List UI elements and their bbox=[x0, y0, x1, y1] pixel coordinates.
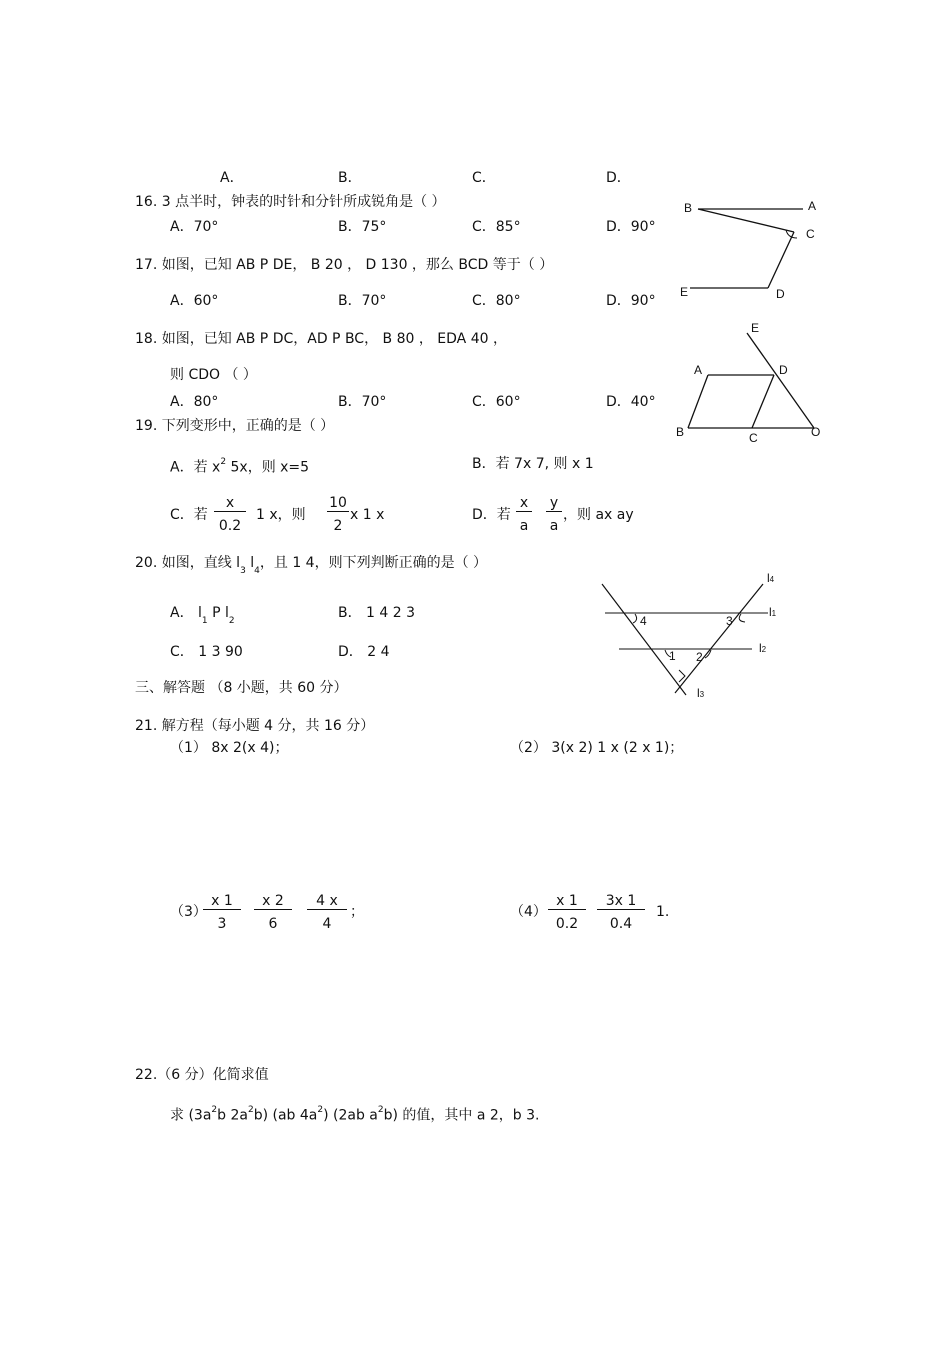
q19-c-end: x 1 x bbox=[350, 507, 385, 523]
fig20-angle-4: 4 bbox=[640, 614, 647, 628]
q19-d-prefix: D．若 bbox=[472, 507, 511, 523]
q22-expr-a: 求 (3a bbox=[170, 1107, 212, 1124]
q20-sub-3: 3 bbox=[240, 565, 246, 576]
q21-p3-frac3-den: 4 bbox=[322, 916, 332, 932]
q21-p3-frac3-num: 4 x bbox=[307, 893, 347, 910]
fig20-angle-3: 3 bbox=[726, 614, 733, 628]
q21-p3-fraction2 bbox=[254, 893, 292, 932]
q19-c-frac2-den: 2 bbox=[333, 518, 343, 534]
q22-exp-1: 2 bbox=[211, 1105, 218, 1115]
q19-d-frac2-num: y bbox=[546, 495, 562, 512]
q21-p3-fraction3 bbox=[307, 893, 347, 932]
q19-d-fraction2 bbox=[546, 495, 562, 534]
fig17-label-d: D bbox=[776, 287, 785, 301]
q21-p3-fraction1 bbox=[203, 893, 241, 932]
q18-stem: 18. 如图，已知 AB P DC，AD P BC， B 80 ， EDA 40 ， bbox=[135, 331, 507, 347]
q19-c-fraction1 bbox=[214, 495, 246, 534]
q17-option-d: D．90° bbox=[606, 293, 656, 309]
q20-a-prefix: A． l bbox=[170, 605, 202, 621]
q21-p4-frac1-den: 0.2 bbox=[555, 916, 579, 932]
q17-option-a: A．60° bbox=[170, 293, 219, 309]
q20-sub-4: 4 bbox=[254, 565, 260, 576]
q17-stem: 17. 如图，已知 AB P DE， B 20 ， D 130 ，那么 BCD 等于（ ） bbox=[135, 257, 554, 273]
q20-option-a bbox=[170, 605, 235, 627]
q19-c-middle: 1 x，则 bbox=[256, 507, 306, 523]
q22-expr-c: b) (ab 4a bbox=[253, 1107, 318, 1124]
q19-c-frac1-num: x bbox=[214, 495, 246, 512]
q21-part4-label: （4） bbox=[510, 904, 547, 920]
q22-exp-3: 2 bbox=[317, 1105, 324, 1115]
fig20-label-l1: l1 bbox=[769, 605, 777, 619]
q21-p4-fraction2 bbox=[597, 893, 645, 932]
q17-option-c: C．80° bbox=[472, 293, 521, 309]
q18-option-d: D．40° bbox=[606, 394, 656, 410]
q20-stem-a: 20. 如图，直线 l bbox=[135, 555, 241, 571]
fig20-label-l2: l2 bbox=[759, 641, 767, 655]
fig17-label-a: A bbox=[808, 199, 817, 213]
q21-p4-end: 1. bbox=[656, 904, 670, 920]
section-3-heading: 三、解答题 （8 小题，共 60 分） bbox=[135, 680, 348, 696]
q19-d-frac2-den: a bbox=[549, 518, 559, 534]
q21-p3-frac1-num: x 1 bbox=[203, 893, 241, 910]
fig17-label-c: C bbox=[806, 227, 815, 241]
figure-q20 bbox=[595, 570, 795, 705]
q18-option-c: C．60° bbox=[472, 394, 521, 410]
fig20-angle-2: 2 bbox=[696, 650, 703, 664]
q19-c-prefix: C．若 bbox=[170, 507, 208, 523]
q20-stem bbox=[135, 555, 487, 577]
q21-p4-frac2-den: 0.4 bbox=[609, 916, 633, 932]
fig18-label-o: O bbox=[811, 425, 821, 439]
q22-expr-e: b) 的值，其中 a 2，b 3. bbox=[383, 1107, 540, 1124]
fig20-angle-1: 1 bbox=[669, 649, 676, 663]
q17-option-b: B．70° bbox=[338, 293, 387, 309]
q19-a-suffix: 5x，则 x=5 bbox=[226, 459, 310, 476]
q19-a-prefix: A．若 x bbox=[170, 459, 221, 476]
q15-option-c: C． bbox=[472, 170, 496, 186]
q18-stem-line2: 则 CDO （ ） bbox=[170, 367, 257, 383]
fig20-label-l3: l3 bbox=[697, 686, 705, 700]
q16-option-b: B．75° bbox=[338, 219, 387, 235]
q20-option-c: C． 1 3 90 bbox=[170, 644, 243, 660]
q16-option-a: A．70° bbox=[170, 219, 219, 235]
fig20-label-l4: l4 bbox=[767, 571, 775, 585]
q21-part3-label: （3） bbox=[170, 904, 207, 920]
q19-stem: 19. 下列变形中，正确的是（ ） bbox=[135, 418, 335, 434]
q18-option-a: A．80° bbox=[170, 394, 219, 410]
q22-expression bbox=[170, 1104, 540, 1124]
fig18-label-a: A bbox=[694, 363, 703, 377]
q19-option-b: B．若 7x 7, 则 x 1 bbox=[472, 456, 594, 472]
fig18-label-d: D bbox=[779, 363, 788, 377]
q21-p4-frac2-num: 3x 1 bbox=[597, 893, 645, 910]
q20-stem-b: l bbox=[245, 555, 255, 571]
q22-expr-d: ) (2ab a bbox=[323, 1107, 378, 1124]
fig18-label-b: B bbox=[676, 425, 685, 439]
q19-c-frac1-den: 0.2 bbox=[218, 518, 242, 534]
q15-option-a: A． bbox=[220, 170, 244, 186]
q16-option-d: D．90° bbox=[606, 219, 656, 235]
q19-d-frac1-den: a bbox=[519, 518, 529, 534]
q20-a-sub1: 1 bbox=[201, 615, 208, 626]
q21-part1: （1） 8x 2(x 4)； bbox=[170, 740, 289, 756]
q21-p4-frac1-num: x 1 bbox=[548, 893, 586, 910]
q21-p3-frac2-num: x 2 bbox=[254, 893, 292, 910]
q20-stem-c: ，且 1 4，则下列判断正确的是（ ） bbox=[259, 555, 488, 571]
q19-option-a bbox=[170, 456, 309, 476]
q21-p3-end: ； bbox=[350, 904, 364, 920]
q21-p3-frac2-den: 6 bbox=[268, 916, 278, 932]
q16-stem: 16. 3 点半时，钟表的时针和分针所成锐角是（ ） bbox=[135, 194, 446, 210]
q19-c-frac2-num: 10 bbox=[327, 495, 349, 512]
q21-part2: （2） 3(x 2) 1 x (2 x 1)； bbox=[510, 740, 684, 756]
q19-d-frac1-num: x bbox=[516, 495, 532, 512]
q21-p4-fraction1 bbox=[548, 893, 586, 932]
fig18-label-c: C bbox=[749, 431, 758, 445]
q19-d-fraction1 bbox=[516, 495, 532, 534]
q20-option-b: B． 1 4 2 3 bbox=[338, 605, 416, 621]
q21-stem: 21. 解方程（每小题 4 分，共 16 分） bbox=[135, 718, 375, 734]
fig17-label-b: B bbox=[684, 201, 693, 215]
q22-expr-b: b 2a bbox=[217, 1107, 248, 1124]
fig18-label-e: E bbox=[751, 321, 760, 335]
q19-d-end: ，则 ax ay bbox=[563, 507, 634, 523]
q20-option-d: D． 2 4 bbox=[338, 644, 390, 660]
figure-q17 bbox=[670, 190, 830, 310]
q22-stem: 22.（6 分）化简求值 bbox=[135, 1067, 269, 1083]
q18-option-b: B．70° bbox=[338, 394, 387, 410]
q20-a-mid: P l bbox=[207, 605, 229, 621]
q22-exp-4: 2 bbox=[377, 1105, 384, 1115]
q19-a-exponent: 2 bbox=[220, 457, 227, 467]
q21-p3-frac1-den: 3 bbox=[217, 916, 227, 932]
q15-option-d: D． bbox=[606, 170, 631, 186]
q16-option-c: C．85° bbox=[472, 219, 521, 235]
fig17-label-e: E bbox=[680, 285, 689, 299]
q20-a-sub2: 2 bbox=[228, 615, 235, 626]
q19-c-fraction2 bbox=[327, 495, 349, 534]
q15-option-b: B． bbox=[338, 170, 362, 186]
q22-exp-2: 2 bbox=[247, 1105, 254, 1115]
figure-q18 bbox=[670, 315, 840, 450]
